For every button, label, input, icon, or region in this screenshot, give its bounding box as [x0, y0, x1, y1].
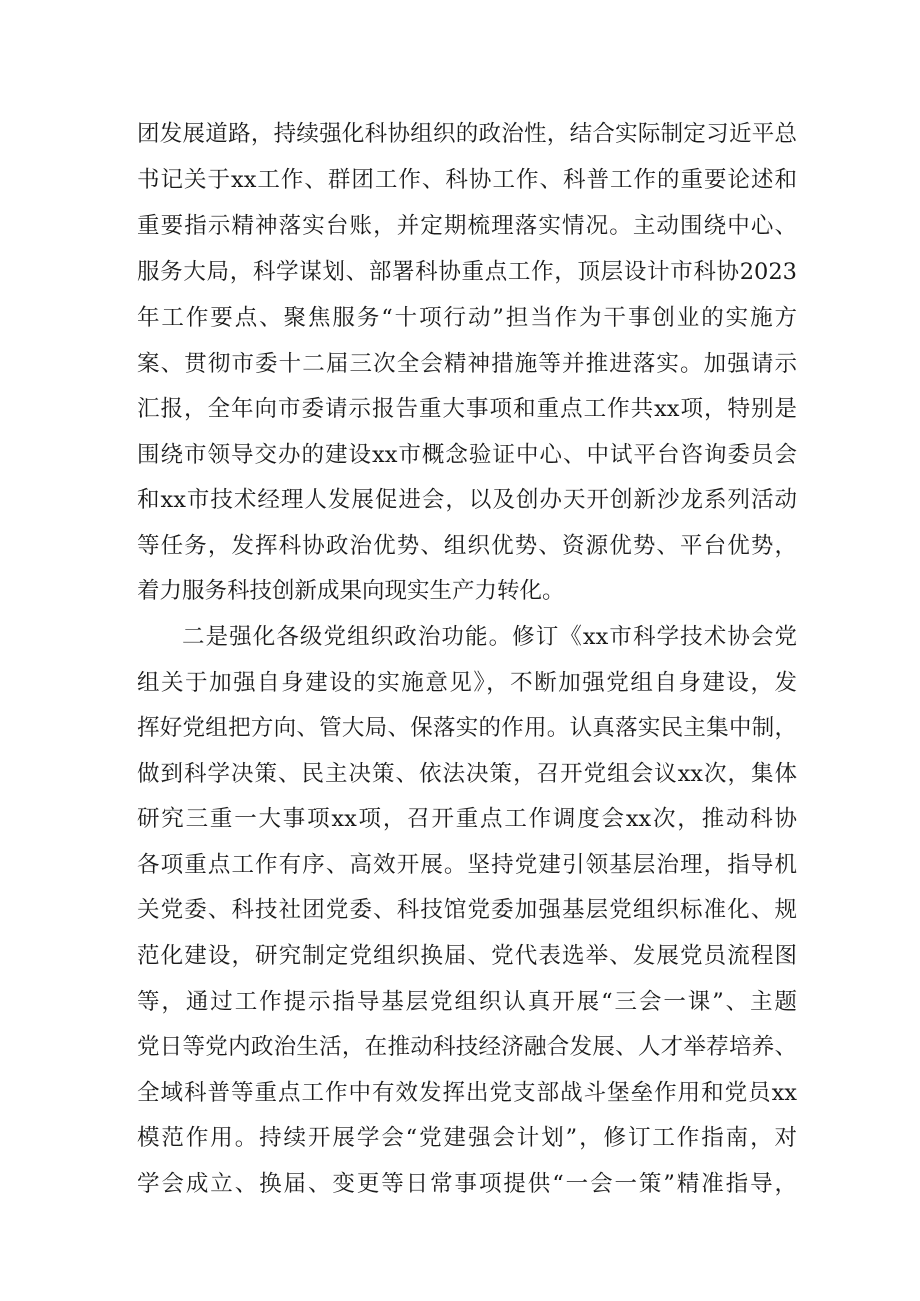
paragraph-start-line: 二是强化各级党组织政治功能。修订《xx市科学技术协会党 — [182, 624, 797, 650]
paragraph-end-line: 着力服务科技创新成果向现实生产力转化。 — [137, 578, 565, 604]
text-line: 书记关于xx工作、群团工作、科协工作、科普工作的重要论述和 — [137, 167, 797, 193]
text-line: 团发展道路，持续强化科协组织的政治性，结合实际制定习近平总 — [137, 121, 797, 147]
text-line: 全域科普等重点工作中有效发挥出党支部战斗堡垒作用和党员xx — [137, 1080, 797, 1106]
text-line: 服务大局，科学谋划、部署科协重点工作，顶层设计市科协2023 — [137, 259, 797, 285]
text-line: 研究三重一大事项xx项，召开重点工作调度会xx次，推动科协 — [137, 806, 797, 832]
text-line: 重要指示精神落实台账，并定期梳理落实情况。主动围绕中心、 — [137, 213, 797, 239]
text-line: 汇报，全年向市委请示报告重大事项和重点工作共xx项，特别是 — [137, 396, 797, 422]
text-line: 关党委、科技社团党委、科技馆党委加强基层党组织标准化、规 — [137, 897, 797, 923]
text-line: 组关于加强自身建设的实施意见》，不断加强党组自身建设，发 — [137, 670, 797, 696]
text-line: 等任务，发挥科协政治优势、组织优势、资源优势、平台优势， — [137, 533, 797, 559]
text-line: 模范作用。持续开展学会“党建强会计划”，修订工作指南，对 — [137, 1125, 797, 1151]
text-line: 范化建设，研究制定党组织换届、党代表选举、发展党员流程图 — [137, 943, 797, 969]
text-line: 做到科学决策、民主决策、依法决策，召开党组会议xx次，集体 — [137, 761, 797, 787]
text-line: 围绕市领导交办的建设xx市概念验证中心、中试平台咨询委员会 — [137, 442, 797, 468]
text-line: 学会成立、换届、变更等日常事项提供“一会一策”精准指导， — [137, 1171, 797, 1197]
text-line: 党日等党内政治生活，在推动科技经济融合发展、人才举荐培养、 — [137, 1034, 797, 1060]
text-line: 各项重点工作有序、高效开展。坚持党建引领基层治理，指导机 — [137, 852, 797, 878]
text-line: 等，通过工作提示指导基层党组织认真开展“三会一课”、主题 — [137, 989, 797, 1015]
text-line: 挥好党组把方向、管大局、保落实的作用。认真落实民主集中制， — [137, 715, 797, 741]
text-line: 和xx市技术经理人发展促进会，以及创办天开创新沙龙系列活动 — [137, 487, 797, 513]
text-line: 年工作要点、聚焦服务“十项行动”担当作为干事创业的实施方 — [137, 305, 797, 331]
text-line: 案、贯彻市委十二届三次全会精神措施等并推进落实。加强请示 — [137, 351, 797, 377]
